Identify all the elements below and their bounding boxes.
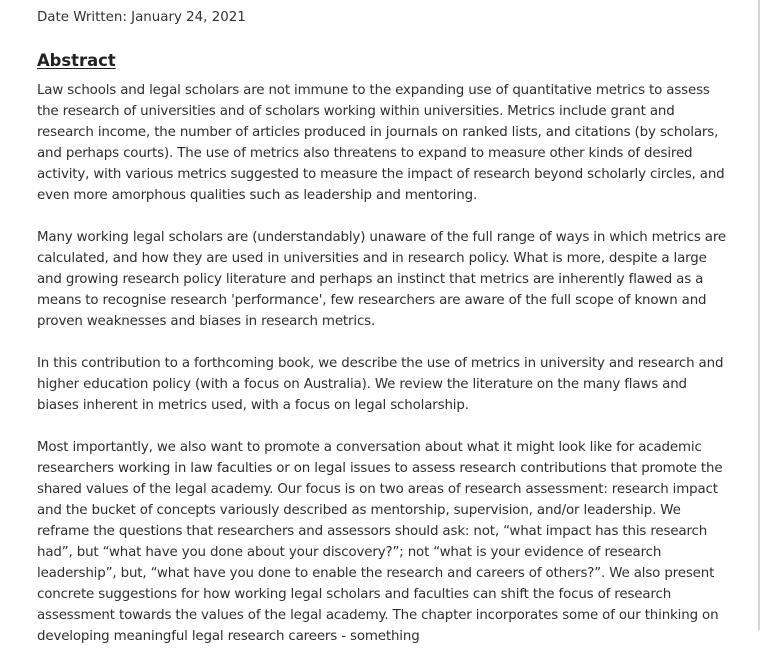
abstract-paragraph-2: Many working legal scholars are (understandably) unaware of the full range of ways in which metrics are calculated, and how they are used in universities and in research policy. What is more, despite a large and growing research policy literature and perhaps an instinct that metrics are inherently flawed as a means to recognise research 'performance', few researchers are aware of the full scope of known and proven weaknesses and biases in research metrics. bbox=[37, 230, 727, 329]
abstract-paragraph-4: Most importantly, we also want to promote a conversation about what it might look like for academic researchers working in law faculties or on legal issues to assess research contributions that promote the shared values of the legal academy. Our focus is on two areas of research assessment: research impact and the bucket of concepts variously described as mentorship, supervision, and/or leadership. We reframe the questions that researchers and assessors should ask: not, “what impact has this research had”, but “what have you done about your discovery?”; not “what is your evidence of research leadership”, but, “what have you done to enable the research and careers of others?”. We also present concrete suggestions for how working legal scholars and faculties can shift the focus of research assessment towards the values of the legal academy. The chapter incorporates some of our thinking on developing meaningful legal research careers - something bbox=[37, 440, 723, 644]
date-written: Date Written: January 24, 2021 bbox=[37, 10, 246, 25]
abstract-body bbox=[37, 80, 727, 647]
paper-abstract-section bbox=[37, 0, 727, 668]
abstract-heading: Abstract bbox=[37, 51, 116, 70]
abstract-paragraph-1: Law schools and legal scholars are not immune to the expanding use of quantitative metrics to assess the research of universities and of scholars working within universities. Metrics include grant and research income, the number of articles produced in journals on ranked lists, and citations (by scholars, and perhaps courts). The use of metrics also threatens to expand to measure other kinds of desired activity, with various metrics suggested to measure the impact of research beyond scholarly circles, and even more amorphous qualities such as leadership and mentoring. bbox=[37, 83, 725, 203]
abstract-paragraph-3: In this contribution to a forthcoming book, we describe the use of metrics in university and research and higher education policy (with a focus on Australia). We review the literature on the many flaws and biases inherent in metrics used, with a focus on legal scholarship. bbox=[37, 356, 724, 413]
